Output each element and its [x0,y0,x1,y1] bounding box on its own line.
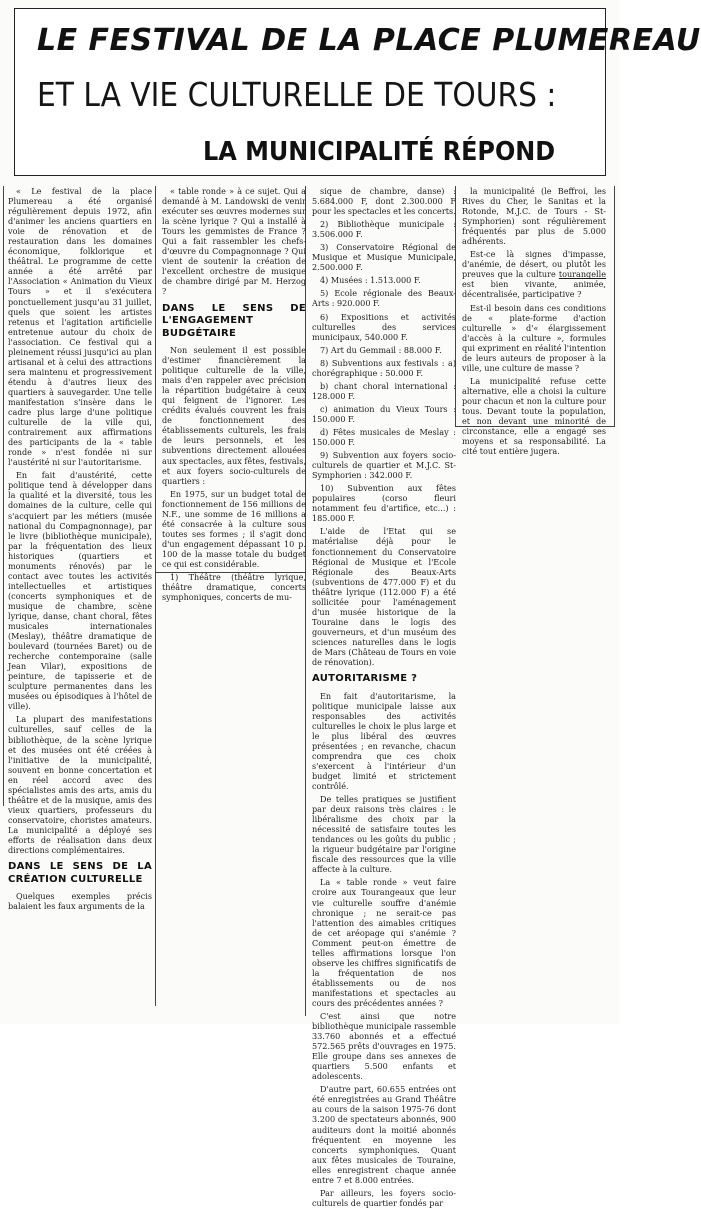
paragraph: L'aide de l'Etat qui se matérialise déjà pour le fonctionnement du Conservatoire Régional de Musique et l'Ecole Régionale des Beaux-Arts (subventions de 477.000 F) et du théâtre lyrique (112.000 F) a été sollicitée pour l'aménagement d'un musée historique de la Touraine dans le logis des gouverneurs, et d'un muséum des sciences naturelles dans le logis de Mars (Château de Tours en voie de rénovation). [312,526,456,668]
budget-line: 8) Subventions aux festivals : a) chorégraphique : 50.000 F. [312,357,456,378]
paragraph: Par ailleurs, les foyers socio-culturels de quartier fondés par [312,1187,456,1208]
text-run: est bien vivante, animée, décentralisée, participative ? [462,279,606,300]
paragraph: En 1975, sur un budget total de fonctionnement de 156 millions de N.F., une somme de 16 millions a été consacrée à la culture sous toutes ses formes ; il s'agit donc d'un engagement dépassant 10 p. 100 de la masse totale du budget ce qui est considérable. [162,488,306,569]
budget-line: 6) Expositions et activités culturelles des services municipaux, 540.000 F. [312,311,456,342]
paragraph: En fait d'austérité, cette politique tend à développer dans la qualité et la diversité, tous les domaines de la culture, celle qui s'acquiert par les métiers (musée national du Compagnonnage), par le livre (bibliothèque municipale), par la fréquentation des lieux historiques (quartiers et monuments rénovés) par le contact avec toutes les activités intellectuelles et artistiques (concerts symphoniques et de musique de chambre, scène lyrique, danse, chant choral, fêtes musicales internationales (Meslay), théâtre dramatique de boulevard (tournées Baret) ou de recherche contemporaine (salle Jean Vilar), expositions de peinture, de tapisserie et de sculpture permanentes dans les musées ou épisodiques à l'hôtel de ville). [8,470,152,712]
paragraph [462,249,606,299]
paragraph: En fait d'autoritarisme, la politique municipale laisse aux responsables des activités culturelles le choix le plus large et le plus libéral des œuvres présentées ; en revanche, chacun comprendra que ces choix s'exercent à l'intérieur d'un budget limité et strictement contrôlé. [312,690,456,791]
budget-line: 2) Bibliothèque municipale : 3.506.000 F. [312,219,456,240]
paragraph: De telles pratiques se justifient par deux raisons très claires : le libéralisme des choix par la nécessité de satisfaire toutes les tendances ou les goûts du public ; la rigueur budgétaire par l'origine fiscale des ressources que la ville affecte à la culture. [312,794,456,875]
budget-line: 9) Subvention aux foyers socio-culturels de quartier et M.J.C. St-Symphorien : 342.000 F. [312,450,456,481]
paragraph: D'autre part, 60.655 entrées ont été enregistrées au Grand Théâtre au cours de la saison 1975-76 dont 3.200 de spectateurs abonnés, 900 auditeurs dont la moitié abonnés fréquentent en moyenne les concerts symphoniques. Quant aux fêtes musicales de Touraine, elles enregistrent chaque année entre 7 et 8.000 entrées. [312,1084,456,1185]
budget-line: 4) Musées : 1.513.000 F. [320,275,421,286]
headline-line-3: LA MUNICIPALITÉ RÉPOND [203,137,556,167]
paragraph: Non seulement il est possible d'estimer financièrement la politique culturelle de la ville, mais d'en rappeler avec précision la répartition budgétaire à ceux qui feignent de l'ignorer. Les crédits évalués couvrent les frais de fonctionnement des établissements culturels, les frais de leurs personnels, et les subventions directement allouées aux spectacles, aux fêtes, festivals, et aux foyers socio-culturels de quartiers : [162,345,306,486]
paragraph: La municipalité refuse cette alternative, elle a choisi la culture pour chacun et non la culture pour tous. Devant toute la population, et non devant une minorité de circonstance, elle a engagé ses moyens et sa responsabilité. La cité tout entière jugera. [462,375,606,457]
text-run: Est-ce là signes d'impasse, d'anémie, de désert, ou plutôt les preuves que la culture [462,249,606,280]
headline-box [14,8,701,176]
budget-line: 5) Ecole régionale des Beaux-Arts : 920.000 F. [312,288,456,309]
paragraph: sique de chambre, danse) : 5.684.000 F, dont 2.300.000 F pour les spectacles et les concerts. [312,186,456,217]
paragraph: La plupart des manifestations culturelles, sauf celles de la bibliothèque, de la scène lyrique et des musées ont été créées à l'initiative de la municipalité, souvent en bonne concertation et en réel accord avec des spécialistes amis des arts, amis du théâtre et de la musique, amis des vieux quartiers, professeurs du conservatoire, choristes amateurs. La municipalité a déployé ses efforts de réalisation dans deux directions complémentaires. [8,714,152,856]
paragraph: Quelques exemples précis balaient les faux arguments de la [8,891,152,912]
article-column-4 [462,186,606,466]
article-column-3 [312,186,456,1208]
budget-line: 10) Subvention aux fêtes populaires (corso fleuri notamment feu d'artifice, etc...) : 185.000 F. [312,483,456,524]
subheading-budget: DANS LE SENS DE L'ENGAGEMENT BUDGÉTAIRE [162,302,306,339]
column-rule-1 [155,186,156,1006]
box-rule-left [3,186,4,806]
budget-line: 7) Art du Gemmail : 88.000 F. [320,344,442,355]
headline-line-1: LE FESTIVAL DE LA PLACE PLUMEREAU [37,23,701,58]
budget-line: 3) Conservatoire Régional de Musique et Musique Municipale, 2.500.000 F. [312,242,456,273]
paragraph: « Le festival de la place Plumereau a été organisé régulièrement depuis 1972, afin d'animer les anciens quartiers en voie de rénovation et de restauration dans les domaines économique, folklorique et théâtral. Le programme de cette année a été arrêté par l'Association « Animation du Vieux Tours » et il s'exécutera ponctuellement jusqu'au 31 juillet, quels que soient les artistes retenus et l'agitation artificielle entretenue autour du choix de l'association. Ce festival qui a pleinement réussi jusqu'ici au plan artisanal et à celui des attractions sera maintenu et progressivement étendu à d'autres lieux des quartiers à sauvegarder. Une telle manifestation s'insère dans le cadre plus large d'une politique culturelle de la ville qui, contrairement aux affirmations des participants de la « table ronde » n'est fondée ni sur l'austérité ni sur l'autoritarisme. [8,186,152,468]
paragraph: « table ronde » à ce sujet. Qui a demandé à M. Landowski de venir exécuter ses œuvres modernes sur la scène lyrique ? Qui a installé à Tours les gemmistes de France ? Qui a fait rassembler les chefs-d'œuvre du Compagnonnage ? Qui vient de soutenir la création de l'excellent orchestre de musique de chambre dirigé par M. Herzog ? [162,186,306,297]
budget-line: d) Fêtes musicales de Meslay : 150.000 F. [312,426,456,448]
paragraph: La « table ronde » veut faire croire aux Tourangeaux que leur vie culturelle souffre d'anémie chronique ; ne serait-ce pas l'attention des aimables critiques de cet aréopage qui s'anémie ? Comment peut-on émettre de telles affirmations lorsque l'on observe les chiffres significatifs de la fréquentation de nos établissements ou de nos manifestations et spectacles au cours des précédentes années ? [312,877,456,1008]
paragraph: Est-il besoin dans ces conditions de « plate-forme d'action culturelle » d'« élargissement d'accès à la culture », formules qui expriment en réalité l'intention de leurs auteurs de proposer à la ville, une culture de masse ? [462,302,606,373]
box-rule-right [614,186,615,426]
subheading-creation: DANS LE SENS DE LA CRÉATION CULTURELLE [8,861,152,885]
paragraph: 1) Théâtre (théâtre lyrique, théâtre dramatique, concerts symphoniques, concerts de mu- [162,572,306,603]
budget-line: b) chant choral international : 128.000 F. [312,380,456,401]
subheading-autoritarisme: AUTORITARISME ? [312,673,418,685]
paragraph: la municipalité (le Beffroi, les Rives du Cher, le Sanitas et la Rotonde, M.J.C. de Tours - St-Symphorien) sont régulièrement fréquentés par plus de 5.000 adhérents. [462,186,606,247]
paragraph: C'est ainsi que notre bibliothèque municipale rassemble 33.760 abonnés et a effectué 572.565 prêts d'ouvrages en 1975. Elle groupe dans ses annexes de quartiers 5.500 enfants et adolescents. [312,1011,456,1082]
budget-line: c) animation du Vieux Tours : 150.000 F. [312,403,456,424]
underlined-word: tourangelle [558,269,606,280]
article-column-1 [8,186,152,994]
article-column-2 [162,186,306,603]
headline-line-2: ET LA VIE CULTURELLE DE TOURS : [37,75,557,114]
